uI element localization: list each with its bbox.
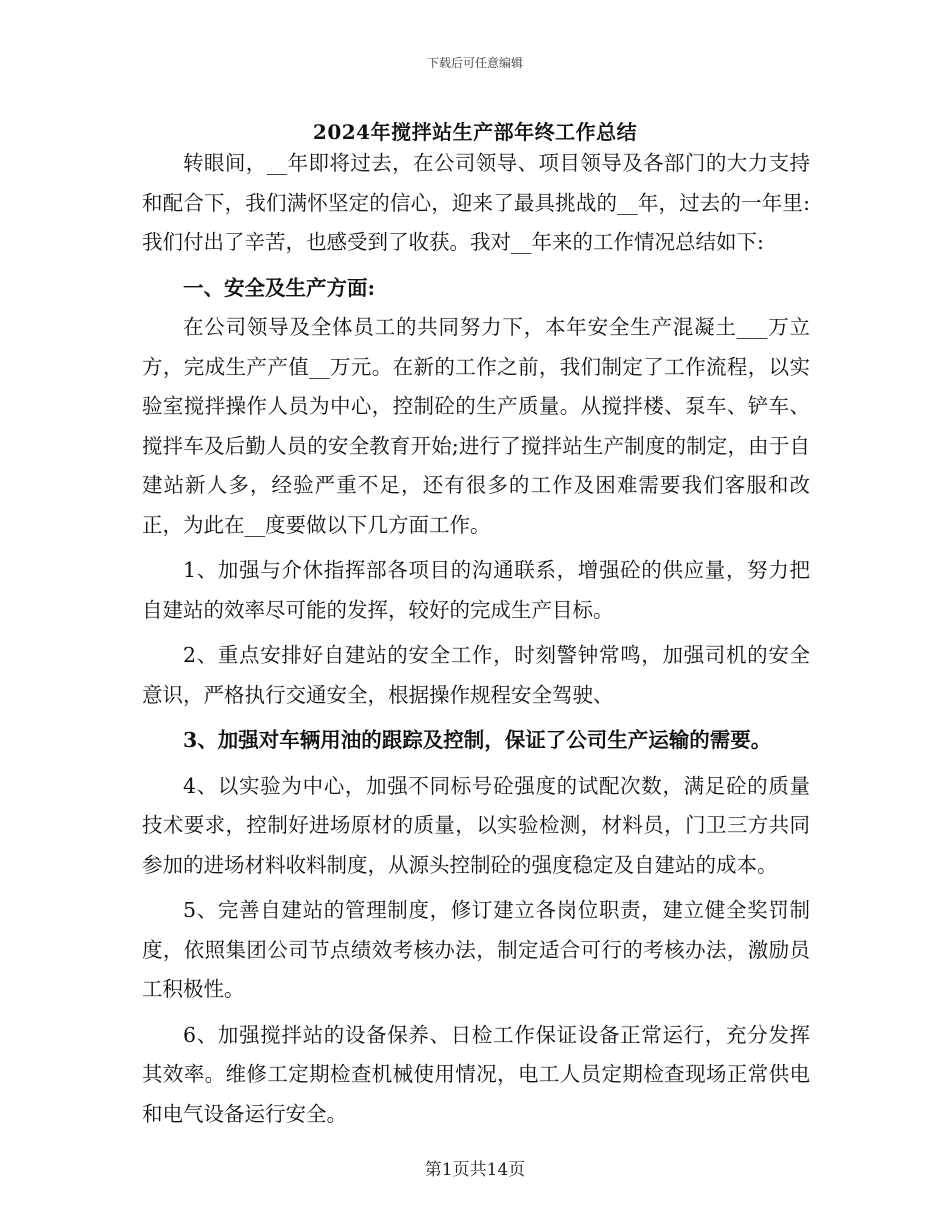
list-item: 6、加强搅拌站的设备保养、日检工作保证设备正常运行，充分发挥其效率。维修工定期检查机械使用情况，电工人员定期检查现场正常供电和电气设备运行安全。 bbox=[142, 1022, 810, 1126]
intro-paragraph: 转眼间，__年即将过去，在公司领导、项目领导及各部门的大力支持和配合下，我们满怀坚定的信心，迎来了最具挑战的__年，过去的一年里:我们付出了辛苦，也感受到了收获。我对__年来的工作情况总结如下: bbox=[142, 151, 810, 254]
body-paragraph: 在公司领导及全体员工的共同努力下，本年安全生产混凝土___万立方，完成生产产值__万元。在新的工作之前，我们制定了工作流程，以实验室搅拌操作人员为中心，控制砼的生产质量。从搅拌楼、泵车、铲车、搅拌车及后勤人员的安全教育开始;进行了搅拌站生产制度的制定，由于自建站新人多，经验严重不足，还有很多的工作及困难需要我们客服和改正，为此在__度要做以下几方面工作。 bbox=[142, 315, 810, 537]
document-body bbox=[142, 144, 810, 1134]
document-title: 2024年搅拌站生产部年终工作总结 bbox=[312, 120, 638, 144]
list-item: 1、加强与介休指挥部各项目的沟通联系，增强砼的供应量，努力把自建站的效率尽可能的发挥，较好的完成生产目标。 bbox=[142, 558, 810, 622]
header-note: 下载后可任意编辑 bbox=[426, 56, 523, 70]
list-item: 3、加强对车辆用油的跟踪及控制，保证了公司生产运输的需要。 bbox=[183, 728, 772, 752]
list-item: 4、以实验为中心，加强不同标号砼强度的试配次数，满足砼的质量技术要求，控制好进场原材的质量，以实验检测，材料员，门卫三方共同参加的进场材料收料制度，从源头控制砼的强度稳定及自建站的成本。 bbox=[142, 773, 810, 877]
list-item: 2、重点安排好自建站的安全工作，时刻警钟常鸣，加强司机的安全意识，严格执行交通安全，根据操作规程安全驾驶、 bbox=[142, 643, 810, 707]
list-item: 5、完善自建站的管理制度，修订建立各岗位职责，建立健全奖罚制度，依照集团公司节点绩效考核办法，制定适合可行的考核办法，激励员工积极性。 bbox=[142, 898, 810, 1001]
section-heading-safety-production: 一、安全及生产方面: bbox=[183, 275, 376, 300]
page-number: 第1页共14页 bbox=[424, 1160, 526, 1180]
